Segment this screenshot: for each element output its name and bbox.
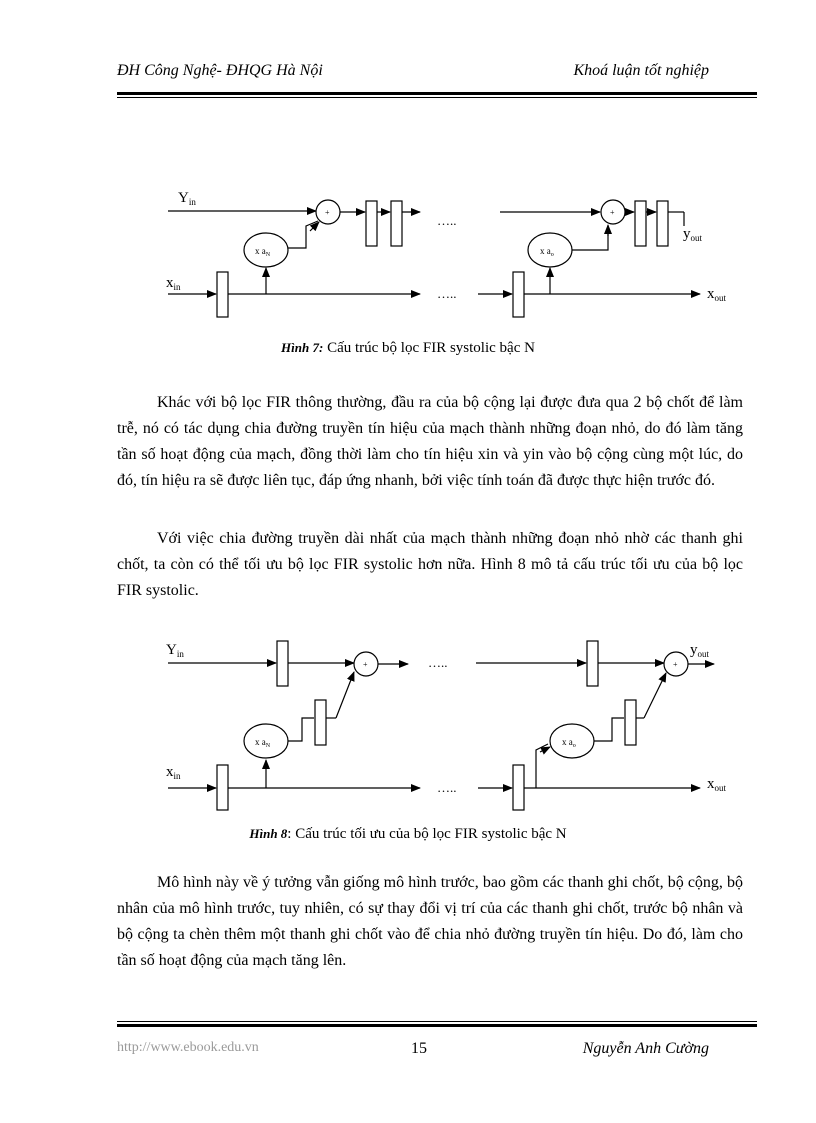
- fig1-reg-1: [366, 201, 377, 246]
- paragraph-2: Với việc chia đường truyền dài nhất của mạch thành những đoạn nhỏ nhờ các thanh ghi chốt, ta còn có thể tối ưu bộ lọc FIR systolic hơn nữa. Hình 8 mô tả cấu trúc tối ưu của bộ lọc FIR systolic.: [117, 530, 743, 599]
- fig2-dots-bottom: …..: [437, 780, 457, 795]
- fig1-mult-n-label: x $a_N$: [255, 246, 271, 258]
- fig1-yout-label: $y_{out}$: [683, 226, 703, 243]
- fig2-yin-label: $Y_{in}$: [166, 642, 184, 659]
- paragraph-1: Khác với bộ lọc FIR thông thường, đầu ra của bộ cộng lại được đưa qua 2 bộ chốt để làm trễ, nó có tác dụng chia đường truyền tín hiệu của mạch thành những đoạn nhỏ, do đó làm tăng tần số hoạt động của mạch, đồng thời làm cho tín hiệu xin và yin vào bộ cộng cùng một lúc, do đó, tín hiệu ra sẽ được liên tục, đáp ứng nhanh, bởi việc tính toán đã được thực hiện trước đó.: [117, 394, 743, 489]
- fig2-xin-reg-2: [513, 765, 524, 810]
- figure-2-caption-text: : Cấu trúc tối ưu của bộ lọc FIR systolic bậc N: [287, 826, 567, 842]
- figure-1-caption-label: Hình 7:: [281, 340, 324, 355]
- fig2-xin-label: $x_{in}$: [166, 764, 181, 781]
- fig1-dots-bottom: …..: [437, 286, 457, 301]
- header-left: ĐH Công Nghệ- ĐHQG Hà Nội: [117, 62, 323, 79]
- fig1-adder-0-label: +: [610, 208, 615, 217]
- footer-url: http://www.ebook.edu.vn: [117, 1040, 259, 1055]
- fig2-mult-reg-2: [625, 700, 636, 745]
- fig1-reg-4: [657, 201, 668, 246]
- fig1-dots-top: …..: [437, 213, 457, 228]
- footer-rule-thin: [117, 1021, 757, 1022]
- fig1-xin-reg-1: [217, 272, 228, 317]
- fig2-mult-n: [244, 724, 288, 758]
- footer-author: Nguyễn Anh Cường: [582, 1040, 709, 1057]
- page-number: 15: [411, 1040, 427, 1057]
- fig2-adder-n-label: +: [363, 660, 368, 669]
- figure-1-caption: [0, 340, 816, 357]
- fig1-reg-2: [391, 201, 402, 246]
- fig1-adder-n-label: +: [325, 208, 330, 217]
- fig2-yout-label: $y_{out}$: [690, 642, 710, 659]
- fig2-mult-n-label: x $a_N$: [255, 737, 271, 749]
- fig2-dots-top: …..: [428, 655, 448, 670]
- fig2-y-reg-1: [277, 641, 288, 686]
- fig1-xout-label: $x_{out}$: [707, 286, 727, 303]
- header-right: Khoá luận tốt nghiệp: [573, 62, 709, 79]
- fig2-adder-0-label: +: [673, 660, 678, 669]
- fig2-mult-reg-1: [315, 700, 326, 745]
- figure-2-caption-label: Hình 8: [249, 826, 288, 841]
- fig1-yin-label: $Y_{in}$: [178, 190, 196, 207]
- paragraph-3: Mô hình này về ý tưởng vẫn giống mô hình trước, bao gồm các thanh ghi chốt, bộ cộng, bộ nhân của mô hình trước, tuy nhiên, có sự thay đổi vị trí của các thanh ghi chốt, trước bộ nhân và bộ cộng ta chèn thêm một thanh ghi chốt vào để chia nhỏ đường truyền tín hiệu. Do đó, làm cho tần số hoạt động của mạch tăng lên.: [117, 874, 743, 969]
- fig2-xin-reg-1: [217, 765, 228, 810]
- fig2-y-reg-2: [587, 641, 598, 686]
- figure-2-caption: [0, 826, 816, 843]
- figure-1-diagram: [168, 200, 700, 317]
- fig2-mult-0-label: x $a_o$: [562, 737, 576, 749]
- fig1-mult-n: [244, 233, 288, 267]
- fig1-xin-label: $x_{in}$: [166, 275, 181, 292]
- figure-1-caption-text: Cấu trúc bộ lọc FIR systolic bậc N: [323, 340, 535, 356]
- fig1-mult-0-label: x $a_o$: [540, 246, 554, 258]
- fig2-xout-label: $x_{out}$: [707, 776, 727, 793]
- fig1-reg-3: [635, 201, 646, 246]
- fig1-xin-reg-2: [513, 272, 524, 317]
- footer-rule-thick: [117, 1024, 757, 1027]
